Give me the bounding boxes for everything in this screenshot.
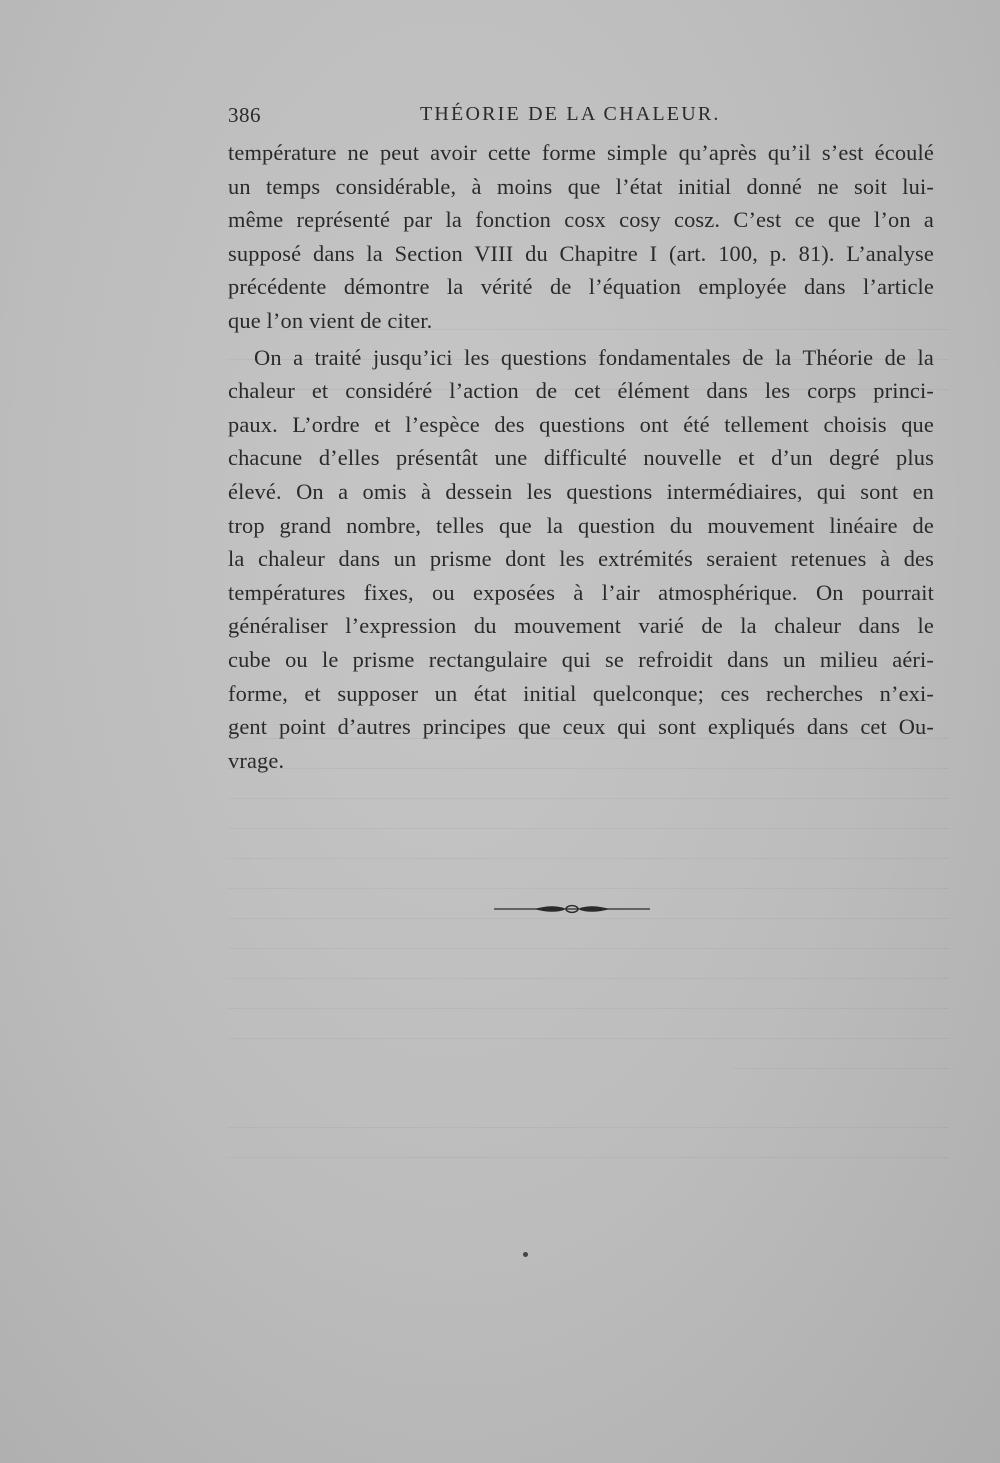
text-line: gent point d’autres principes que ceux qui sont expliqués dans cet Ou-: [228, 714, 934, 740]
text-line: cube ou le prisme rectangulaire qui se refroidit dans un milieu aéri-: [228, 646, 934, 672]
ornament-rule-icon: [494, 901, 650, 917]
running-head: [228, 103, 948, 133]
text-line: chaleur et considéré l’action de cet élément dans les corps princi-: [228, 378, 934, 404]
text-line: la chaleur dans un prisme dont les extrémités seraient retenues à des: [228, 546, 934, 572]
text-line: vrage.: [228, 747, 285, 773]
body-text: [228, 136, 934, 777]
text-line: température ne peut avoir cette forme simple qu’après qu’il s’est écoulé: [228, 140, 934, 165]
paragraph-1: [228, 136, 934, 338]
text-line: chacune d’elles présentât une difficulté nouvelle et d’un degré plus: [228, 445, 934, 471]
page-number: 386: [228, 103, 261, 127]
running-title: THÉORIE DE LA CHALEUR.: [420, 103, 721, 125]
paragraph-2: [228, 341, 934, 778]
text-line: forme, et supposer un état initial quelconque; ces recherches n’exi-: [228, 680, 934, 706]
text-line: un temps considérable, à moins que l’état initial donné ne soit lui-: [228, 173, 934, 199]
text-line: que l’on vient de citer.: [228, 307, 433, 333]
text-line: généraliser l’expression du mouvement varié de la chaleur dans le: [228, 613, 934, 639]
ink-speck: [523, 1252, 528, 1257]
text-line: On a traité jusqu’ici les questions fondamentales de la Théorie de la: [254, 344, 934, 370]
text-line: même représenté par la fonction cosx cosy cosz. C’est ce que l’on a: [228, 207, 934, 233]
text-line: trop grand nombre, telles que la question du mouvement linéaire de: [228, 512, 934, 538]
text-line: températures fixes, ou exposées à l’air atmosphérique. On pourrait: [228, 579, 934, 605]
text-line: précédente démontre la vérité de l’équation employée dans l’article: [228, 274, 934, 300]
text-line: paux. L’ordre et l’espèce des questions ont été tellement choisis que: [228, 411, 934, 437]
text-line: élevé. On a omis à dessein les questions intermédiaires, qui sont en: [228, 478, 934, 504]
text-line: supposé dans la Section VIII du Chapitre I (art. 100, p. 81). L’analyse: [228, 240, 934, 266]
